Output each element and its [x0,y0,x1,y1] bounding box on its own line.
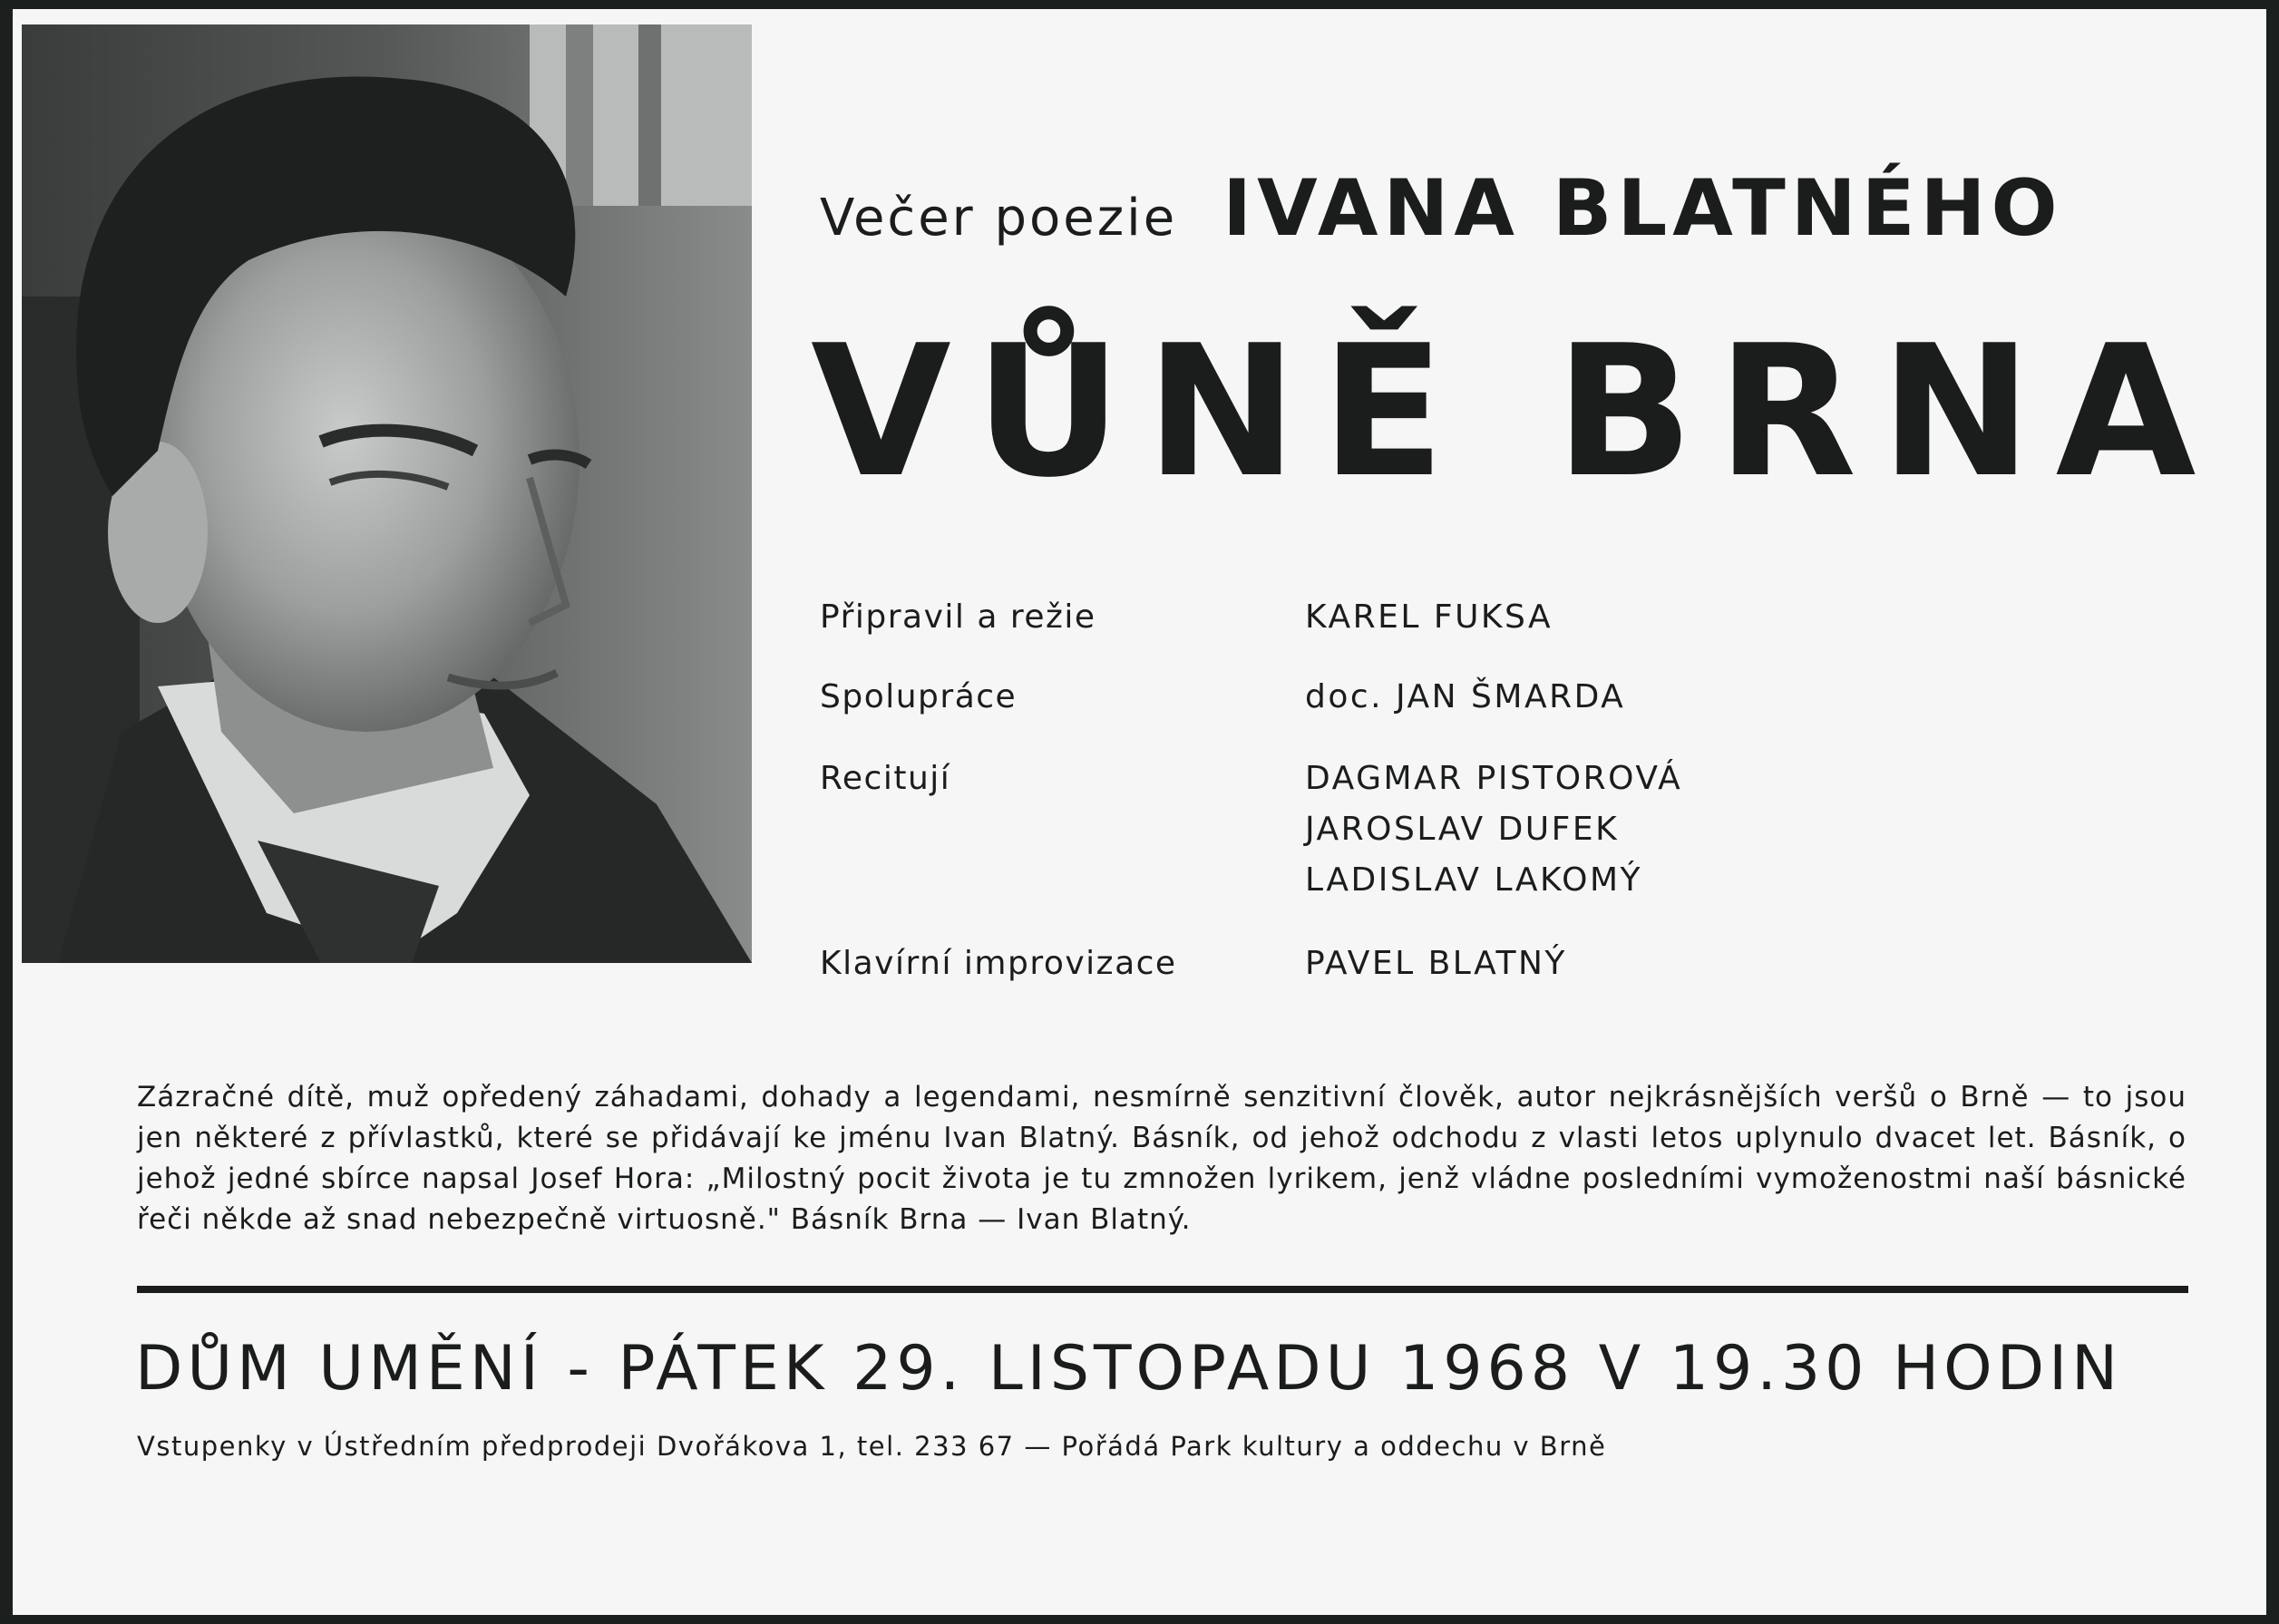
poster-sheet [13,9,2266,1615]
subtitle-lead: Večer poezie [820,189,1178,248]
poster-title: VŮNĚ BRNA [811,306,2220,518]
credit-value-director: KAREL FUKSA [1305,598,1553,636]
credit-value-reciter-1: DAGMAR PISTOROVÁ [1305,760,1683,797]
credit-value-reciter-3: LADISLAV LAKOMÝ [1305,861,1643,899]
divider-rule [137,1286,2188,1293]
credit-label-collaboration: Spolupráce [820,678,1018,715]
poet-portrait-photo [22,24,752,963]
tickets-info: Vstupenky v Ústředním předprodeji Dvořákova 1, tel. 233 67 — Pořádá Park kultury a oddechu v Brně [137,1431,1607,1462]
subtitle [820,163,2063,263]
credit-value-reciter-2: JAROSLAV DUFEK [1305,811,1620,848]
portrait-illustration [22,24,752,963]
credit-label-piano: Klavírní improvizace [820,945,1177,982]
event-date-venue: DŮM UMĚNÍ - PÁTEK 29. LISTOPADU 1968 V 19.30 HODIN [135,1333,2122,1405]
credit-value-piano: PAVEL BLATNÝ [1305,945,1567,982]
credit-value-collaboration: doc. JAN ŠMARDA [1305,678,1626,715]
credit-label-director: Připravil a režie [820,598,1096,636]
credit-label-reciters: Recitují [820,760,951,797]
subtitle-poet-name: IVANA BLATNÉHO [1222,163,2063,254]
poster-description: Zázračné dítě, muž opředený záhadami, dohady a legendami, nesmírně senzitivní člověk, autor nejkrásnějších veršů o Brně — to jsou jen některé z přívlastků, které se přidávají ke jménu Ivan Blatný. Básník, od jehož odchodu z vlasti letos uplynulo dvacet let. Básník, o jehož jedné sbírce napsal Josef Hora: „Milostný pocit života je tu zmnožen lyrikem, jenž vládne posledními vymoženostmi naší básnické řeči někde až snad nebezpečně virtuosně." Básník Brna — Ivan Blatný. [137,1081,2186,1236]
